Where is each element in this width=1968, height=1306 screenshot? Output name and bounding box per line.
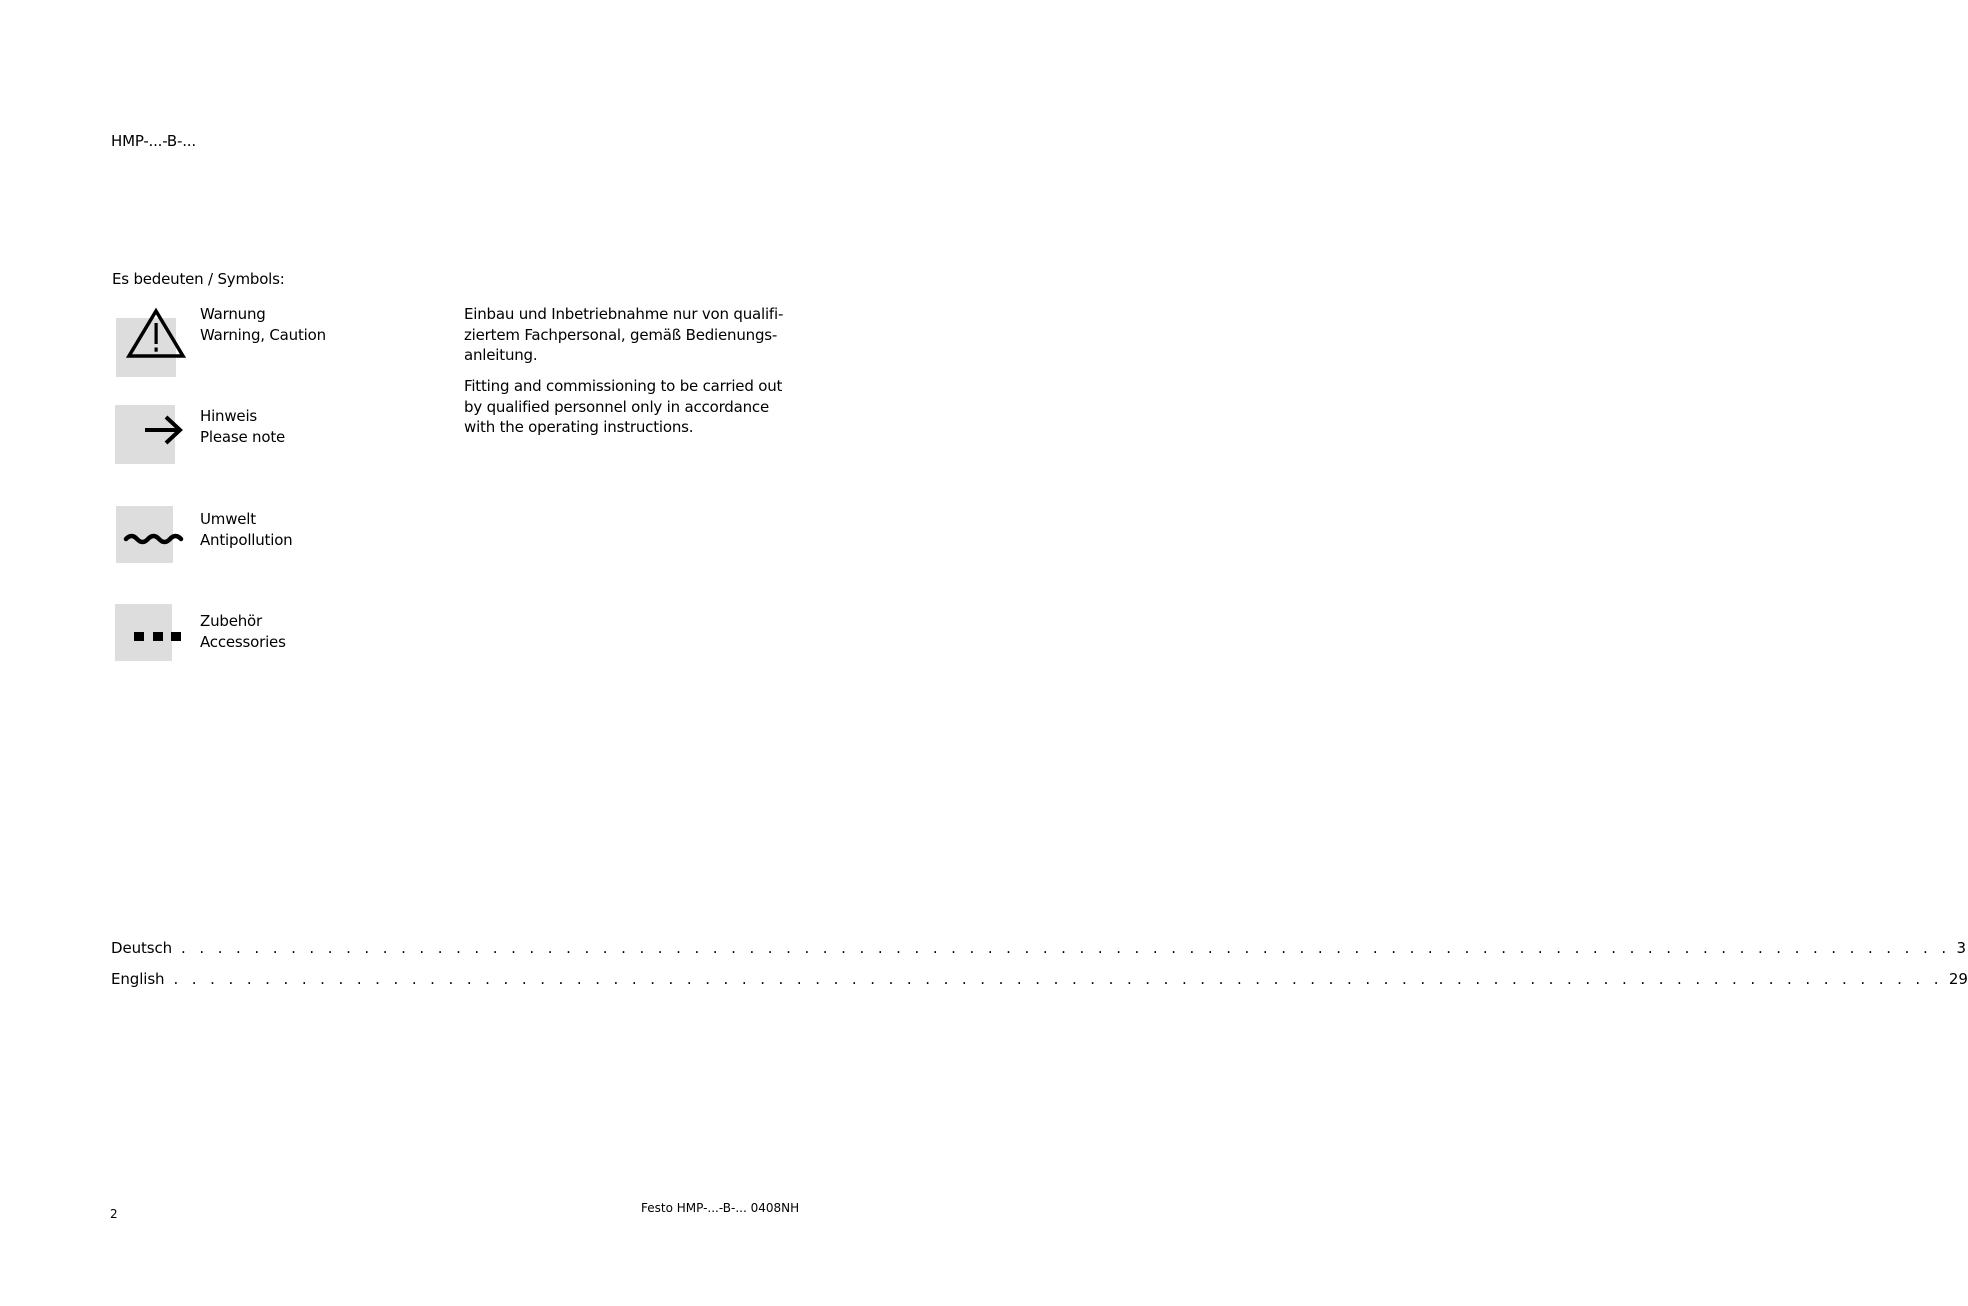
symbol-label-en: Please note [200, 427, 286, 446]
symbol-label-de: Umwelt [200, 510, 256, 528]
arrow-right-icon [115, 405, 175, 464]
environment-symbol-box [116, 506, 173, 563]
symbol-label-en: Antipollution [200, 530, 293, 549]
warning-symbol-box [116, 318, 176, 377]
symbol-label-warning [200, 304, 326, 345]
toc-leader-dots: . . . . . . . . . . . . . . . . . . . . . . . . . . . . . . . . . . . . . . . . . . . . . . . . . . . . . . . . . . . . . . . . . . . . . . . . . . . . . . . . . . . . . . . . . . . . . . . . . [173, 970, 1943, 988]
warning-triangle-icon [116, 318, 176, 377]
notice-line: Fitting and commissioning to be carried out [464, 377, 783, 395]
toc-entry-deutsch[interactable] [111, 938, 1966, 958]
symbol-label-en: Accessories [200, 632, 286, 651]
toc-page-number: 3 [1956, 939, 1966, 957]
toc-label: Deutsch [111, 939, 173, 957]
notice-en [464, 376, 782, 438]
symbol-label-note [200, 406, 285, 447]
notice-line: by qualified personnel only in accordance [464, 397, 769, 416]
note-symbol-box [115, 405, 175, 464]
accessories-symbol-box [115, 604, 172, 661]
wave-icon [116, 506, 173, 563]
squares-icon [115, 604, 172, 661]
document-title: HMP-...-B-... [111, 132, 196, 150]
notice-line: with the operating instructions. [464, 418, 694, 436]
notice-de [464, 304, 783, 366]
toc-leader-dots: . . . . . . . . . . . . . . . . . . . . . . . . . . . . . . . . . . . . . . . . . . . . . . . . . . . . . . . . . . . . . . . . . . . . . . . . . . . . . . . . . . . . . . . . . . . . . . . . . [181, 939, 1951, 957]
notice-line: Einbau und Inbetriebnahme nur von qualifi- [464, 305, 784, 323]
notice-line: anleitung. [464, 346, 538, 364]
symbol-label-environment [200, 509, 293, 550]
symbol-label-en: Warning, Caution [200, 325, 326, 344]
symbol-label-accessories [200, 611, 286, 652]
document-id: Festo HMP-...-B-... 0408NH [641, 1201, 800, 1215]
symbol-label-de: Hinweis [200, 407, 258, 425]
symbols-heading: Es bedeuten / Symbols: [112, 270, 285, 288]
toc-entry-english[interactable] [111, 969, 1968, 989]
toc-label: English [111, 970, 165, 988]
toc-page-number: 29 [1948, 970, 1968, 988]
symbol-label-de: Warnung [200, 305, 266, 323]
page-number: 2 [110, 1207, 118, 1221]
notice-line: ziertem Fachpersonal, gemäß Bedienungs- [464, 325, 778, 344]
symbol-label-de: Zubehör [200, 612, 262, 630]
